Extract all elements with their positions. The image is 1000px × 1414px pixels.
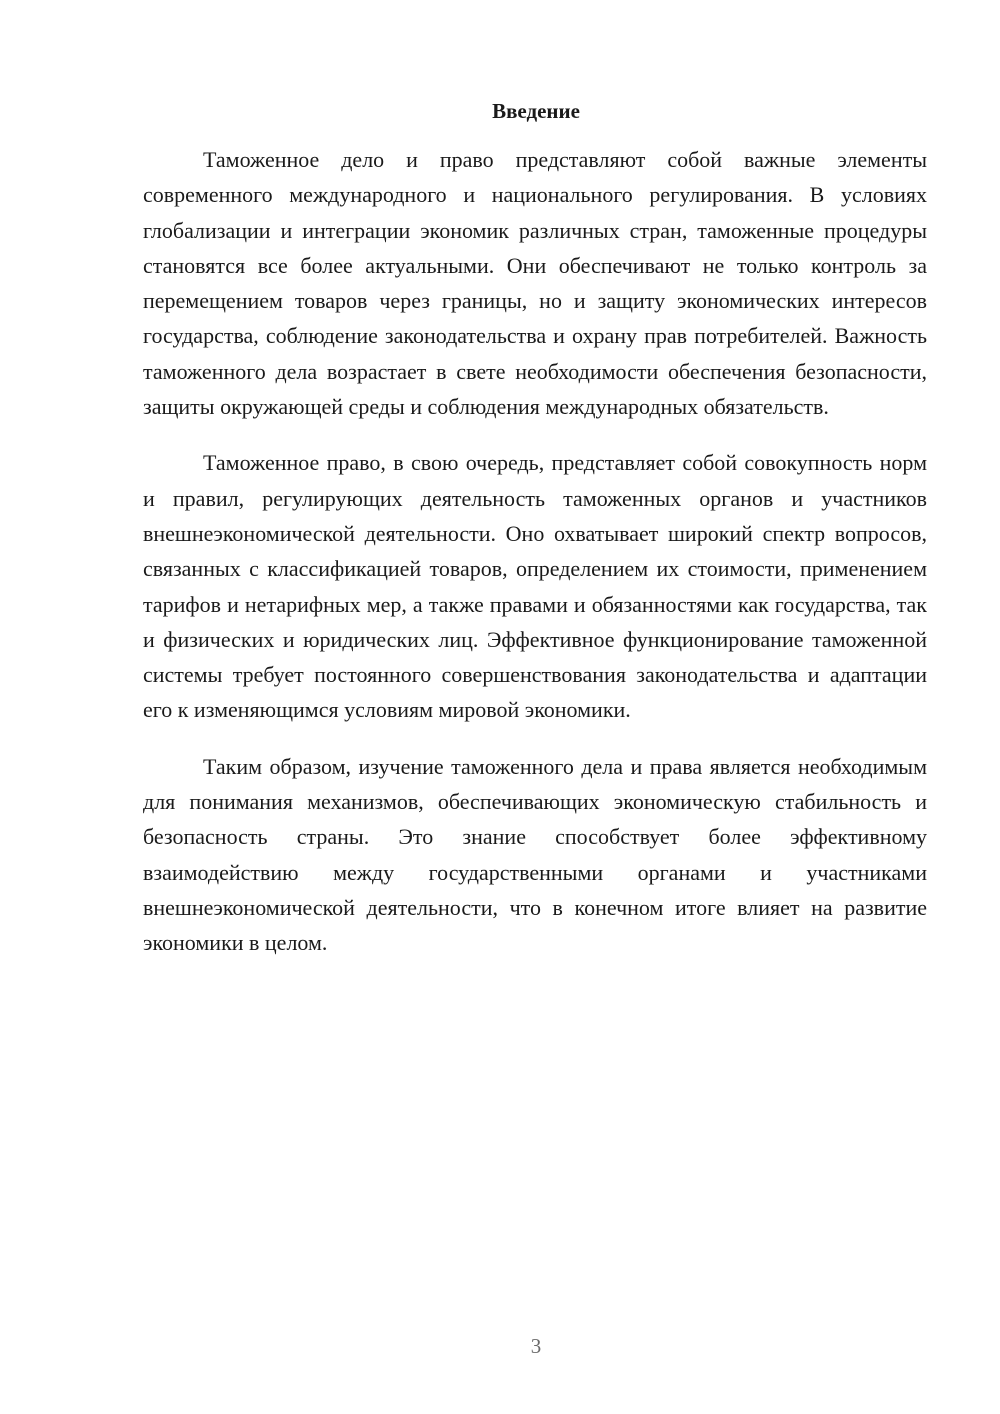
body-text: [143, 142, 927, 982]
paragraph-2: Таможенное право, в свою очередь, представляет собой совокупность норм и правил, регулирующих деятельность таможенных органов и участников внешнеэкономической деятельности. Оно охватывает широкий спектр вопросов, связанных с классификацией товаров, определением их стоимости, применением тарифов и нетарифных мер, а также правами и обязанностями как государства, так и физических и юридических лиц. Эффективное функционирование таможенной системы требует постоянного совершенствования законодательства и адаптации его к изменяющимся условиям мировой экономики.: [143, 450, 927, 723]
page-number: 3: [530, 1334, 542, 1358]
section-heading: Введение: [492, 99, 580, 123]
paragraph-1: Таможенное дело и право представляют собой важные элементы современного международного и национального регулирования. В условиях глобализации и интеграции экономик различных стран, таможенные процедуры становятся все более актуальными. Они обеспечивают не только контроль за перемещением товаров через границы, но и защиту экономических интересов государства, соблюдение законодательства и охрану прав потребителей. Важность таможенного дела возрастает в свете необходимости обеспечения безопасности, защиты окружающей среды и соблюдения международных обязательств.: [143, 147, 927, 420]
paragraph-3: Таким образом, изучение таможенного дела и права является необходимым для понимания механизмов, обеспечивающих экономическую стабильность и безопасность страны. Это знание способствует более эффективному взаимодействию между государственными органами и участниками внешнеэкономической деятельности, что в конечном итоге влияет на развитие экономики в целом.: [143, 753, 927, 956]
